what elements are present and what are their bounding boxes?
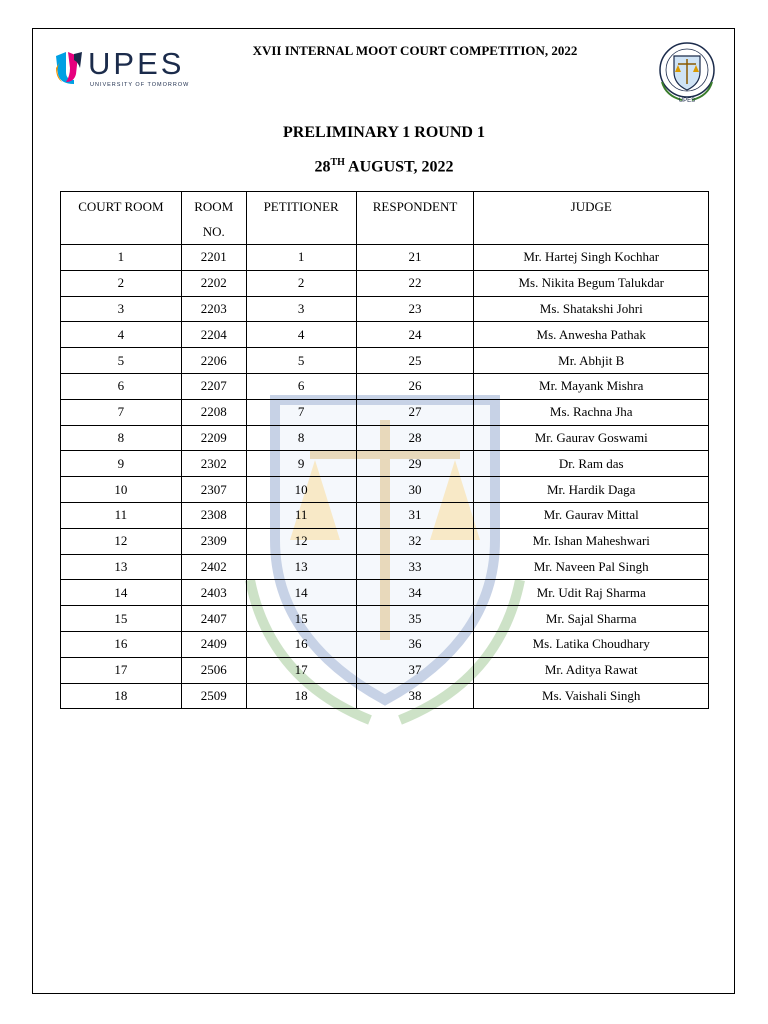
room-no-cell: 2207 [181, 373, 246, 399]
header-room-no-line1: ROOM [194, 199, 234, 214]
room-no-cell: 2307 [181, 477, 246, 503]
court-room-cell: 2 [61, 270, 182, 296]
room-no-cell: 2308 [181, 502, 246, 528]
court-room-cell: 15 [61, 606, 182, 632]
header-court-room: COURT ROOM [61, 192, 182, 245]
court-room-cell: 11 [61, 502, 182, 528]
petitioner-cell: 1 [246, 245, 356, 271]
court-room-cell: 9 [61, 451, 182, 477]
court-room-cell: 16 [61, 631, 182, 657]
schedule-table [60, 191, 709, 709]
respondent-cell: 22 [356, 270, 474, 296]
respondent-cell: 29 [356, 451, 474, 477]
header-petitioner: PETITIONER [246, 192, 356, 245]
court-room-cell: 8 [61, 425, 182, 451]
header-judge: JUDGE [474, 192, 709, 245]
room-no-cell: 2208 [181, 399, 246, 425]
court-room-cell: 6 [61, 373, 182, 399]
petitioner-cell: 13 [246, 554, 356, 580]
header-room-no [181, 192, 246, 245]
petitioner-cell: 14 [246, 580, 356, 606]
round-heading: PRELIMINARY 1 ROUND 1 [283, 124, 485, 141]
petitioner-cell: 4 [246, 322, 356, 348]
room-no-cell: 2302 [181, 451, 246, 477]
table-row [61, 631, 709, 657]
room-no-cell: 2201 [181, 245, 246, 271]
room-no-cell: 2206 [181, 348, 246, 374]
room-no-cell: 2203 [181, 296, 246, 322]
respondent-cell: 33 [356, 554, 474, 580]
court-room-cell: 17 [61, 657, 182, 683]
respondent-cell: 30 [356, 477, 474, 503]
table-row [61, 477, 709, 503]
judge-cell: Dr. Ram das [474, 451, 709, 477]
court-room-cell: 12 [61, 528, 182, 554]
respondent-cell: 35 [356, 606, 474, 632]
petitioner-cell: 17 [246, 657, 356, 683]
table-row [61, 554, 709, 580]
judge-cell: Ms. Rachna Jha [474, 399, 709, 425]
table-row [61, 348, 709, 374]
table-header-row [61, 192, 709, 245]
judge-cell: Mr. Ishan Maheshwari [474, 528, 709, 554]
room-no-cell: 2506 [181, 657, 246, 683]
competition-title: XVII INTERNAL MOOT COURT COMPETITION, 2022 [252, 43, 578, 58]
judge-cell: Ms. Nikita Begum Talukdar [474, 270, 709, 296]
petitioner-cell: 8 [246, 425, 356, 451]
court-room-cell: 4 [61, 322, 182, 348]
petitioner-cell: 18 [246, 683, 356, 709]
petitioner-cell: 15 [246, 606, 356, 632]
respondent-cell: 34 [356, 580, 474, 606]
court-room-cell: 7 [61, 399, 182, 425]
judge-cell: Mr. Abhjit B [474, 348, 709, 374]
university-logo-mark-icon [52, 48, 88, 88]
respondent-cell: 26 [356, 373, 474, 399]
respondent-cell: 31 [356, 502, 474, 528]
court-room-cell: 18 [61, 683, 182, 709]
judge-cell: Mr. Gaurav Mittal [474, 502, 709, 528]
table-row [61, 399, 709, 425]
room-no-cell: 2509 [181, 683, 246, 709]
room-no-cell: 2407 [181, 606, 246, 632]
petitioner-cell: 9 [246, 451, 356, 477]
judge-cell: Mr. Hardik Daga [474, 477, 709, 503]
room-no-cell: 2209 [181, 425, 246, 451]
room-no-cell: 2402 [181, 554, 246, 580]
room-no-cell: 2202 [181, 270, 246, 296]
header-room-no-line2: NO. [202, 224, 225, 239]
petitioner-cell: 12 [246, 528, 356, 554]
table-row [61, 580, 709, 606]
room-no-cell: 2309 [181, 528, 246, 554]
respondent-cell: 27 [356, 399, 474, 425]
date-day: 28 [314, 158, 331, 176]
room-no-cell: 2409 [181, 631, 246, 657]
respondent-cell: 25 [356, 348, 474, 374]
judge-cell: Ms. Anwesha Pathak [474, 322, 709, 348]
table-row [61, 270, 709, 296]
date-rest: AUGUST, 2022 [344, 158, 454, 176]
table-row [61, 245, 709, 271]
court-room-cell: 1 [61, 245, 182, 271]
judge-cell: Ms. Latika Choudhary [474, 631, 709, 657]
table-row [61, 528, 709, 554]
respondent-cell: 24 [356, 322, 474, 348]
judge-cell: Mr. Sajal Sharma [474, 606, 709, 632]
judge-cell: Mr. Mayank Mishra [474, 373, 709, 399]
respondent-cell: 23 [356, 296, 474, 322]
table-row [61, 373, 709, 399]
respondent-cell: 32 [356, 528, 474, 554]
court-room-cell: 13 [61, 554, 182, 580]
petitioner-cell: 2 [246, 270, 356, 296]
respondent-cell: 36 [356, 631, 474, 657]
court-room-cell: 3 [61, 296, 182, 322]
judge-cell: Mr. Gaurav Goswami [474, 425, 709, 451]
university-wordmark: UPES [88, 46, 185, 81]
respondent-cell: 21 [356, 245, 474, 271]
petitioner-cell: 10 [246, 477, 356, 503]
court-room-cell: 5 [61, 348, 182, 374]
judge-cell: Ms. Shatakshi Johri [474, 296, 709, 322]
table-row [61, 606, 709, 632]
room-no-cell: 2403 [181, 580, 246, 606]
table-row [61, 451, 709, 477]
court-room-cell: 10 [61, 477, 182, 503]
judge-cell: Mr. Naveen Pal Singh [474, 554, 709, 580]
date-suffix: TH [330, 157, 345, 168]
petitioner-cell: 5 [246, 348, 356, 374]
judge-cell: Mr. Hartej Singh Kochhar [474, 245, 709, 271]
petitioner-cell: 3 [246, 296, 356, 322]
respondent-cell: 28 [356, 425, 474, 451]
association-logo [652, 38, 722, 108]
table-row [61, 683, 709, 709]
table-row [61, 657, 709, 683]
judge-cell: Mr. Aditya Rawat [474, 657, 709, 683]
room-no-cell: 2204 [181, 322, 246, 348]
court-room-cell: 14 [61, 580, 182, 606]
table-row [61, 296, 709, 322]
table-row [61, 322, 709, 348]
respondent-cell: 38 [356, 683, 474, 709]
respondent-cell: 37 [356, 657, 474, 683]
header-respondent: RESPONDENT [356, 192, 474, 245]
judge-cell: Mr. Udit Raj Sharma [474, 580, 709, 606]
petitioner-cell: 7 [246, 399, 356, 425]
judge-cell: Ms. Vaishali Singh [474, 683, 709, 709]
table-row [61, 502, 709, 528]
university-tagline: UNIVERSITY OF TOMORROW [90, 82, 190, 88]
association-logo-caption: UPES [678, 98, 696, 104]
table-row [61, 425, 709, 451]
schedule-body [61, 245, 709, 709]
round-date [0, 157, 768, 176]
petitioner-cell: 16 [246, 631, 356, 657]
petitioner-cell: 11 [246, 502, 356, 528]
petitioner-cell: 6 [246, 373, 356, 399]
university-logo [52, 44, 192, 94]
